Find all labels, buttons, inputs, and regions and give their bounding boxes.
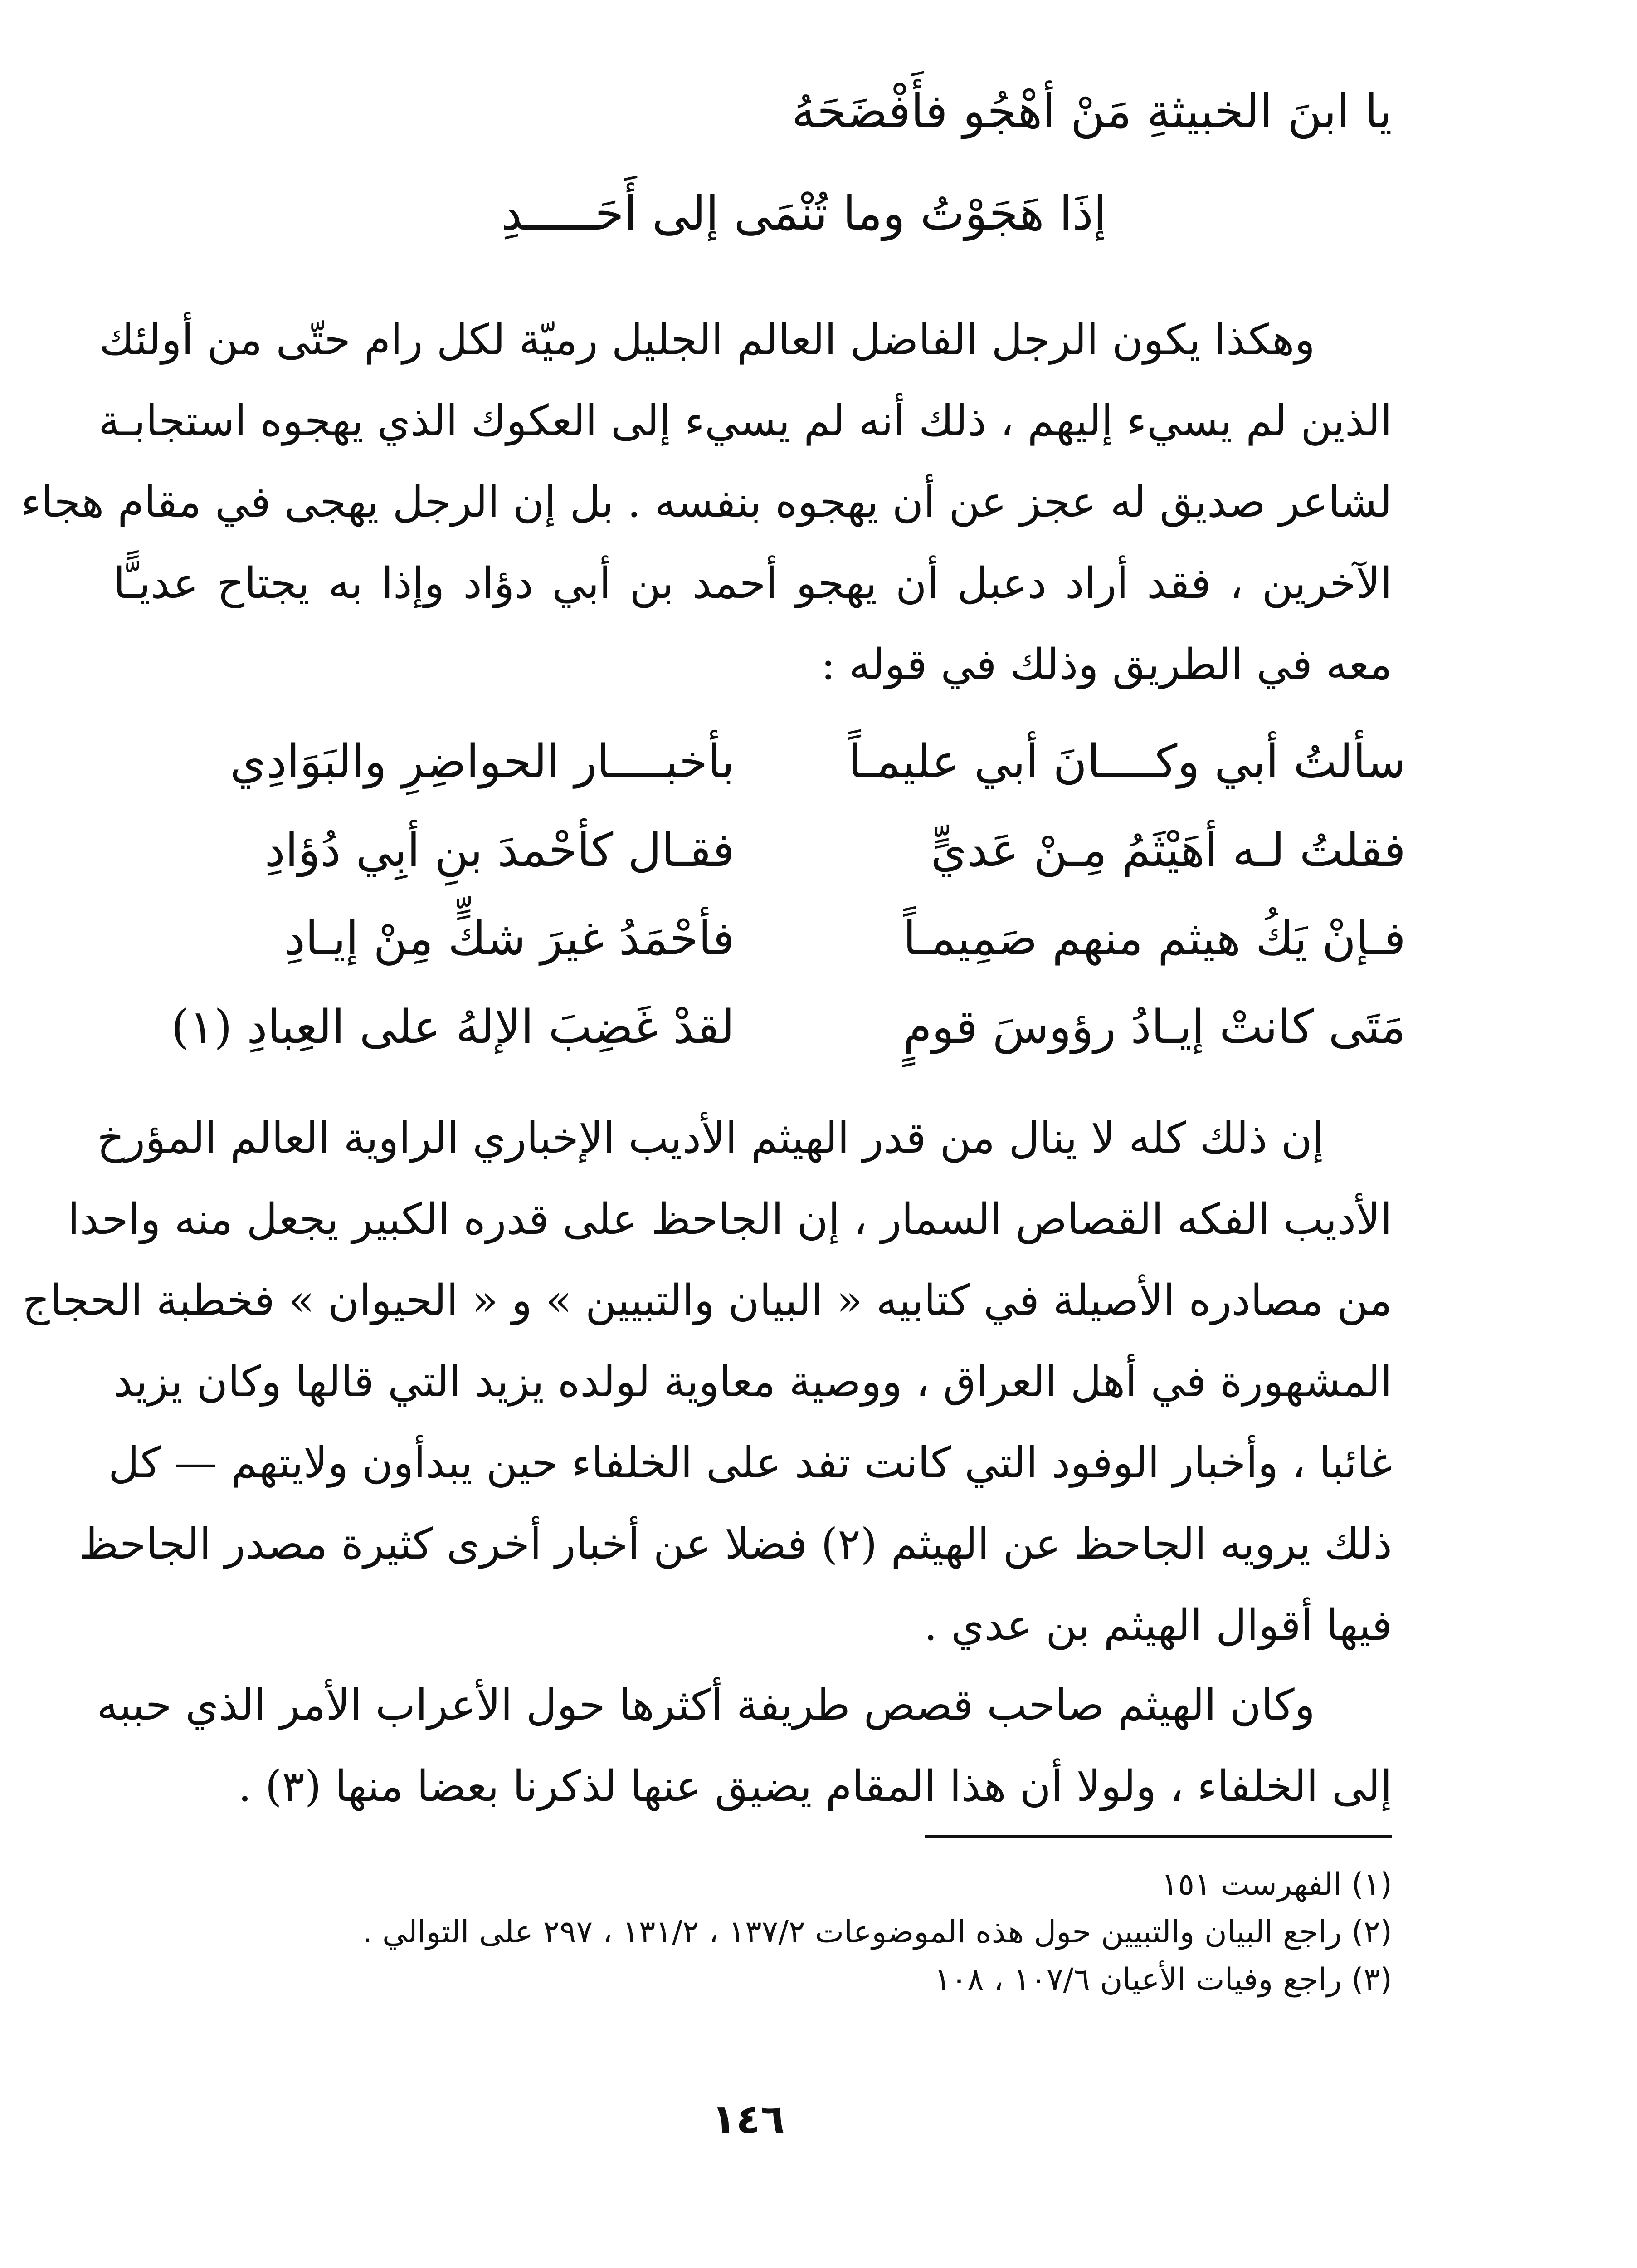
poem-verse [109, 903, 1406, 991]
poem-first-hemistich: سألتُ أبي وكــــانَ أبي عليمـاً [848, 735, 1406, 789]
poem-second-hemistich: بأخبــــار الحواضِرِ والبَوَادِي [230, 735, 735, 789]
paragraph-1-line: لشاعر صديق له عجز عن أن يهجوه بنفسه . بل إن الرجل يهجى في مقام هجاء [21, 478, 1392, 527]
footnote-separator [925, 1835, 1392, 1838]
paragraph-1-line: الذين لم يسيء إليهم ، ذلك أنه لم يسيء إلى العكوك الذي يهجوه استجابـة [98, 396, 1392, 446]
intro-verse-line-1: يا ابنَ الخبيثةِ مَنْ أهْجُو فأَفْضَحَهُ [791, 83, 1392, 139]
paragraph-2-line: الأديب الفكه القصاص السمار ، إن الجاحظ على قدره الكبير يجعل منه واحدا [68, 1195, 1392, 1244]
paragraph-2-line: من مصادره الأصيلة في كتابيه « البيان والتبيين » و « الحيوان » فخطبة الحجاج [22, 1276, 1392, 1325]
paragraph-3-line: وكان الهيثم صاحب قصص طريفة أكثرها حول الأعراب الأمر الذي حببه [97, 1681, 1315, 1730]
paragraph-2-line: المشهورة في أهل العراق ، ووصية معاوية لولده يزيد التي قالها وكان يزيد [113, 1357, 1392, 1407]
paragraph-1-line: الآخرين ، فقد أراد دعبل أن يهجو أحمد بن أبي دؤاد وإذا به يجتاح عديـًّا [113, 559, 1392, 608]
footnote-1: (١) الفهرست ١٥١ [1161, 1867, 1392, 1902]
poem [109, 726, 1406, 1080]
paragraph-1-line: معه في الطريق وذلك في قوله : [821, 640, 1392, 689]
poem-verse [109, 814, 1406, 903]
paragraph-2-line: إن ذلك كله لا ينال من قدر الهيثم الأديب الإخباري الراوية العالم المؤرخ [97, 1114, 1324, 1163]
poem-first-hemistich: فقلتُ لـه أهَيْثَمُ مِـنْ عَديٍّ [931, 823, 1406, 877]
poem-verse [109, 726, 1406, 814]
poem-verse [109, 991, 1406, 1080]
footnote-3: (٣) راجع وفيات الأعيان ١٠٧/٦ ، ١٠٨ [934, 1962, 1392, 1998]
page-number: ١٤٦ [711, 2096, 785, 2142]
paragraph-3 [97, 1665, 1392, 1827]
paragraph-1 [21, 299, 1392, 705]
intro-verse-line-2: إذَا هَجَوْتُ وما تُنْمَى إلى أَحَـــــدِ [501, 186, 1106, 241]
poem-first-hemistich: مَتَى كانتْ إيـادُ رؤوسَ قومٍ [903, 1000, 1406, 1054]
paragraph-2 [22, 1098, 1392, 1666]
paragraph-2-line: فيها أقوال الهيثم بن عدي . [924, 1601, 1392, 1650]
poem-second-hemistich: فأحْمَدُ غيرَ شكٍّ مِنْ إيـادِ [284, 912, 735, 966]
poem-second-hemistich: لقدْ غَضِبَ الإلهُ على العِبادِ (١) [171, 1000, 735, 1054]
poem-second-hemistich: فقـال كأحْمدَ بنِ أبِي دُؤادِ [264, 823, 735, 877]
footnote-2: (٢) راجع البيان والتبيين حول هذه الموضوعات ١٣٧/٢ ، ١٣١/٢ ، ٢٩٧ على التوالي . [362, 1914, 1392, 1950]
paragraph-3-line: إلى الخلفاء ، ولولا أن هذا المقام يضيق عنها لذكرنا بعضا منها (٣) . [238, 1762, 1392, 1811]
paragraph-2-line: ذلك يرويه الجاحظ عن الهيثم (٢) فضلا عن أخبار أخرى كثيرة مصدر الجاحظ [79, 1520, 1392, 1569]
poem-first-hemistich: فـإنْ يَكُ هيثم منهم صَمِيمـاً [903, 912, 1406, 966]
paragraph-1-line: وهكذا يكون الرجل الفاضل العالم الجليل رميّة لكل رام حتّى من أولئك [99, 315, 1315, 365]
paragraph-2-line: غائبا ، وأخبار الوفود التي كانت تفد على الخلفاء حين يبدأون ولايتهم — كل [108, 1438, 1392, 1488]
